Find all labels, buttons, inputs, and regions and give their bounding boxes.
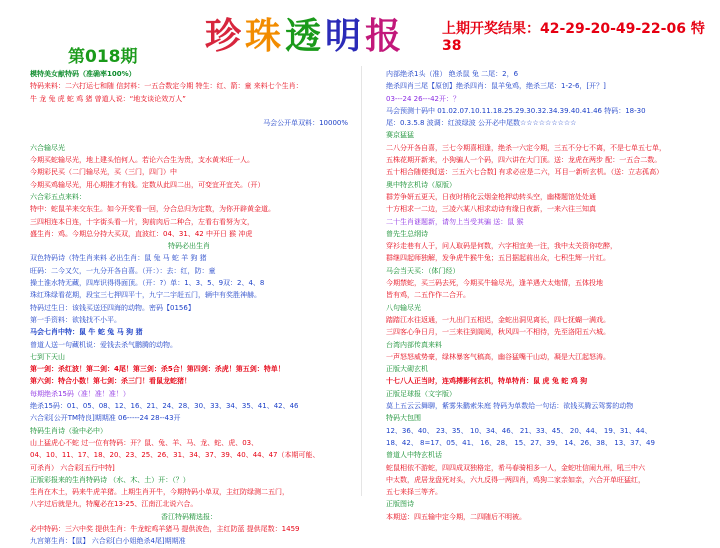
text-line: 十方相求一二边，三凌六某八相求动诗有缘日夜新，一来六往三知真	[386, 205, 596, 214]
text-line: 五株花期开新来，小狗骗人一个码，四六讲在大门顶。送：龙虎在两步 配：一五合二数。	[386, 156, 662, 165]
text-line: 03---24 26---42开：？	[386, 94, 461, 103]
text-line: 六合彩[公开TM特良]期期准 06-----24 28--43开	[30, 414, 181, 423]
last-draw-result: 上期开奖结果：42-29-20-49-22-06 特38	[442, 21, 705, 54]
text-line: 香江特码精选报：	[161, 512, 217, 521]
text-line: 牛 龙 兔 虎 蛇 鸡 猪 曾道人说：“地支谈论效万人”	[30, 94, 186, 103]
text-line	[30, 129, 348, 141]
text-line: 马会公开单双料：10000%	[263, 119, 348, 128]
text-line: 曾道人中特玄机话	[386, 451, 442, 460]
text-line: 五七来择三等齐。	[386, 488, 442, 497]
text-line: 赛京猛猛	[386, 131, 414, 140]
issue-number: 第018期	[68, 47, 138, 67]
text-line: 特中：蛇鼠羊来交东生。如今开奖看一回，分合总归为定数，为你开辟黄金道。	[30, 205, 275, 214]
text-line: 一声怒怒威势豪，绿林暴客气稿高，幽谷猛嘴干山动，凝是大江起怒涛。	[386, 352, 610, 361]
text-line: 珠红珠绿看花期，段宝三七押四平十，九宁二宇赶五门，辆中有奖胜神赫。	[30, 291, 261, 300]
text-line: 二十生肖谜题新，请勿上当受其骗 送：鼠 猴	[386, 217, 524, 226]
text-line: 二八分开各自喜，三七今期喜相逢，绝杀一六定今期，三五不分七不离，不是七单五七单，	[386, 143, 666, 152]
text-line	[30, 105, 348, 117]
text-line: 群芳争妍五更天，日夜时梢化云烟金枪押动转头空，幽楼题馆处处通	[386, 192, 596, 201]
text-line: 正版足球报（文字版）	[386, 389, 456, 398]
text-line: 山上猛虎心不蛇 过一位有特码：开？鼠、兔、羊、马、龙、蛇、虎、03、	[30, 438, 259, 447]
text-line: 内部绝杀1头（准） 绝杀鼠 兔 二尾：2，6	[386, 70, 519, 78]
column-divider	[361, 66, 362, 496]
text-line: 皆有鸡，二五作作二合开。	[386, 291, 470, 300]
text-line: 八句输尽光	[386, 303, 421, 312]
text-line: 可杀肖） 六合彩[五行中特]	[30, 463, 115, 472]
text-line: 今期禁蛇，买三码去死，今期买牛输尽光，逢羊遇犬太炮情，五体投地	[386, 279, 603, 288]
newspaper-title	[205, 8, 405, 59]
text-line: 旺码：二今又欠，一九分开各自喜。（开：）：去：红，防：童	[30, 266, 216, 275]
text-line: 操土淮水特无藏，四库识得得面顶。（开：?）单：1、3、5、9双：2、4、8	[30, 279, 265, 288]
text-line: 今期彩民买（二门输尽光，买（三门，四门）中	[30, 168, 177, 177]
text-line: 第一手资料：欲钱找不小平。	[30, 315, 121, 324]
left-column	[30, 68, 348, 548]
text-line: 特码过生日：该钱买送还四海的动物。密码【0156】	[30, 303, 195, 312]
text-line: 蛇鼠相依不游蛇，四四成双独格定，希马春骑相多一人，金蛇吐信闹九州，吼三中六	[386, 463, 645, 472]
text-line: 模特美女献特码（准确率100%）	[30, 70, 136, 78]
text-line: 踏踏江水往返通，一九出门五相迟，金蛇出洞见离长，四七抚蝴一满戏。	[386, 315, 610, 324]
text-line: 特码生肖诗（验中必中）	[30, 426, 107, 435]
text-line: 每期绝杀15码（准！准！准！）	[30, 389, 130, 398]
text-line: 尾：0.3.5.8 波调：红波绿波 公开必中尾数☆☆☆☆☆☆☆☆☆	[386, 119, 577, 128]
text-line: 莫上五云云舞聊，紫雾朱鹳索朱庭 特码为单数给一句话：欲钱买腾云驾雾的动物	[386, 402, 634, 411]
title-char: 明	[325, 15, 366, 57]
text-line: 04、10、11、17、18、20、23、25、26、31、34、37、39、40、44、47（本期可能、	[30, 451, 320, 460]
text-line: 盛生肖：鸡。今期总分持大买双，直波红：04、31、42 中开日 猴 冲虎	[30, 229, 253, 238]
text-line: 三四相连本日连，十字街头看一片，狗前肉后二种合，左看右看努为文，	[30, 217, 254, 226]
text-line: 特码大包围	[386, 414, 421, 423]
text-line: 12、36、40、 23、35、 10、34、46、 21、33、45、 20、44、 19、31、44、	[386, 426, 652, 435]
text-line: 曾道人送一句藏机说：爱钱去杀气鹏腾的动物。	[30, 340, 177, 349]
text-line: 七到下天山	[30, 352, 65, 361]
text-line: 正版图诗	[386, 500, 414, 509]
text-line: 必中特码：三六中奖 提供生肖：牛龙蛇鸡羊猪马 提供波色，主红防蓝 提供尾数：1459	[30, 524, 300, 533]
text-line: 中太数，虎居龙盘死对头，六九反得一两四肖，鸡狗二家亲如亲，六合开单旺猛红，	[386, 475, 645, 484]
text-line: 特码必出生肖	[168, 242, 210, 251]
text-line: 双色特码诗（特生肖来料 必出生肖：鼠 兔 马 蛇 羊 狗 猪	[30, 254, 207, 263]
text-line: 今期买鸡输尽光，用心期推才有钱。定数从此四二出，可变宜开宜关。（开）	[30, 180, 265, 189]
title-char: 珍	[205, 15, 246, 57]
text-line: 18、42、 8=17、05、41、 16、28、 15、27、39、 14、26、38、 13、37、49	[386, 438, 655, 447]
text-line: 第六剑：特合小数！第七剑：杀三门！看鼠龙蛇猪！	[30, 377, 191, 386]
text-line: 群继四起师独解，发争虎牛猴牛兔；五吕据起前出众，七积生辉一片红。	[386, 254, 610, 263]
text-line: 马会当天买：（体门经）	[386, 266, 460, 275]
text-line: 第一剑：杀红波！第二剑：4尾！第三剑：杀5合！第四剑：杀虎！第五剑：特单！	[30, 365, 285, 374]
text-line: 绝杀四肖三尾【原创】绝杀四肖：鼠羊兔鸡，绝杀三尾：1-2-6，[开？]	[386, 82, 606, 91]
right-column	[386, 68, 704, 523]
text-line: 特码来料：二六打运七和随 信封料：一五合数定今期 特生：红、箭：童 来料七个生肖：	[30, 82, 303, 91]
title-char: 报	[365, 15, 406, 57]
text-line: 曾先生总纲诗	[386, 229, 428, 238]
text-line: 马会预测十码中 01.02.07.10.11.18.25.29.30.32.34.39.40.41.46 特码：18-30	[386, 106, 646, 115]
text-line: 十七八人正当时，连鸡搏影何玄机，特单特肖：鼠 虎 兔 蛇 鸡 狗	[386, 377, 588, 386]
title-char: 透	[285, 15, 326, 57]
text-line: 绝杀15码：01、05、08、12、16、21、24、28、30、33、34、35、41、42、46	[30, 402, 299, 411]
text-line: 今期买蛇输尽光，地上建头怕何人。若论六合生为贵，支水黄米旺一人。	[30, 156, 254, 165]
text-line: 五十相合随便我[送：三五六七合数] 有求必应是二六，耳目一新听玄机。（送：立志孤高）	[386, 168, 664, 177]
text-line: 马会七肖中特：鼠 牛 蛇 兔 马 狗 猪	[30, 328, 143, 337]
text-line: 正版彩报来的生肖特码诗 （水、木、土）开：（？）	[30, 475, 190, 484]
text-line: 生肖在木土，码来牛虎羊猪。上期生肖开牛，今期特码小单双，主红防绿测二五门，	[30, 488, 289, 497]
text-line: 八字过后就是九，特魔必在13-25、江南江北说六合。	[30, 500, 198, 509]
text-line: 九宫第生肖：【鼠】 六合彩[白小姐绝杀4尾]期期准	[30, 537, 186, 546]
text-line: 穿衫走巷有人于，问人取码是何数，六字相宜美一注，我中太关资你吃醉，	[386, 242, 617, 251]
title-char: 珠	[245, 15, 286, 57]
text-line: 六合彩五点来料：	[30, 192, 86, 201]
text-line: 台湾内部传真来料	[386, 340, 442, 349]
text-line: 六合输尽光	[30, 143, 65, 152]
text-line: 正版大砌玄机	[386, 365, 428, 374]
text-line: 三四客心争日月，一三来往到阁阅，秋风四一不相待，先至洛阳五六城。	[386, 328, 610, 337]
text-line: 奥中特玄机诗（原版）	[386, 180, 456, 189]
text-line: 本期送：四五输中定今期，二四随后不明被。	[386, 512, 526, 521]
